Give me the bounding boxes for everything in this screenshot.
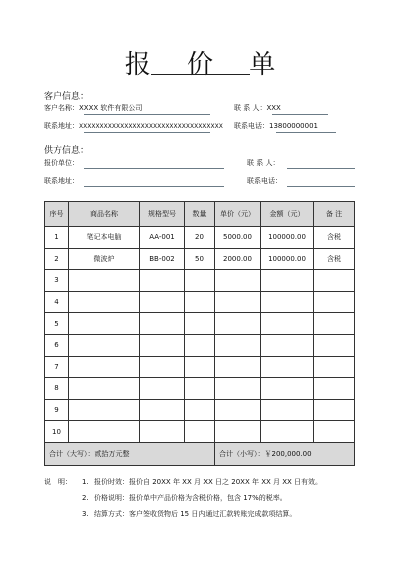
cell-quantity xyxy=(185,270,215,292)
note-item xyxy=(44,510,364,526)
supplier-contact-underline xyxy=(287,168,355,169)
title-underline xyxy=(151,74,250,75)
cell-product xyxy=(69,356,140,378)
cell-index: 9 xyxy=(45,399,69,421)
cell-amount xyxy=(261,421,314,443)
total-lower: 合计（小写）：￥200,000.00 xyxy=(215,442,355,465)
cell-unit-price xyxy=(215,421,261,443)
cell-remark xyxy=(314,334,355,356)
customer-contact-row xyxy=(234,104,281,113)
cell-unit-price: 5000.00 xyxy=(215,227,261,249)
supplier-unit-underline xyxy=(84,168,224,169)
customer-address-underline xyxy=(84,132,210,133)
cell-remark xyxy=(314,399,355,421)
customer-phone-underline xyxy=(276,132,336,133)
cell-model: BB-002 xyxy=(140,248,185,270)
supplier-phone-row xyxy=(247,177,282,186)
supplier-address-underline xyxy=(84,186,224,187)
cell-index: 3 xyxy=(45,270,69,292)
customer-phone-label: 联系电话： xyxy=(234,122,269,130)
cell-unit-price xyxy=(215,291,261,313)
cell-amount xyxy=(261,378,314,400)
cell-quantity: 50 xyxy=(185,248,215,270)
note-number: 2. xyxy=(82,494,89,502)
cell-amount xyxy=(261,270,314,292)
cell-quantity xyxy=(185,334,215,356)
cell-quantity xyxy=(185,291,215,313)
cell-amount xyxy=(261,356,314,378)
cell-remark xyxy=(314,313,355,335)
cell-amount xyxy=(261,313,314,335)
supplier-heading: 供方信息： xyxy=(44,146,90,156)
cell-remark xyxy=(314,291,355,313)
cell-quantity xyxy=(185,421,215,443)
cell-product xyxy=(69,334,140,356)
cell-quantity: 20 xyxy=(185,227,215,249)
cell-index: 7 xyxy=(45,356,69,378)
cell-index: 8 xyxy=(45,378,69,400)
table-row xyxy=(45,356,355,378)
table-row xyxy=(45,313,355,335)
cell-product xyxy=(69,313,140,335)
col-header-remark: 备 注 xyxy=(314,202,355,227)
cell-product xyxy=(69,270,140,292)
supplier-unit-label: 报价单位： xyxy=(44,159,79,167)
customer-name-value: XXXX 软件有限公司 xyxy=(79,104,143,112)
cell-unit-price xyxy=(215,334,261,356)
notes-section xyxy=(44,478,364,526)
cell-index: 4 xyxy=(45,291,69,313)
customer-contact-value: XXX xyxy=(266,104,281,112)
table-row xyxy=(45,334,355,356)
table-row xyxy=(45,378,355,400)
cell-amount xyxy=(261,334,314,356)
cell-unit-price xyxy=(215,270,261,292)
cell-model xyxy=(140,421,185,443)
note-item xyxy=(44,494,364,510)
cell-model xyxy=(140,399,185,421)
customer-address-value: XXXXXXXXXXXXXXXXXXXXXXXXXXXXXXXXXXX xyxy=(79,123,223,130)
col-header-quantity: 数量 xyxy=(185,202,215,227)
cell-amount xyxy=(261,399,314,421)
customer-contact-underline xyxy=(272,114,328,115)
cell-model xyxy=(140,378,185,400)
table-row xyxy=(45,248,355,270)
col-header-amount: 金额（元） xyxy=(261,202,314,227)
col-header-model: 规格型号 xyxy=(140,202,185,227)
cell-unit-price xyxy=(215,356,261,378)
cell-remark xyxy=(314,356,355,378)
cell-unit-price xyxy=(215,399,261,421)
table-row xyxy=(45,399,355,421)
customer-contact-label: 联 系 人： xyxy=(234,104,267,112)
table-row xyxy=(45,270,355,292)
table-header-row xyxy=(45,202,355,227)
cell-product: 笔记本电脑 xyxy=(69,227,140,249)
note-text: 结算方式：客户签收货物后 15 日内通过汇款转账完成款项结算。 xyxy=(94,510,297,518)
customer-name-label: 客户名称： xyxy=(44,104,79,112)
cell-model xyxy=(140,270,185,292)
supplier-phone-label: 联系电话： xyxy=(247,177,282,185)
cell-product xyxy=(69,399,140,421)
supplier-contact-row xyxy=(247,159,279,168)
col-header-product: 商品名称 xyxy=(69,202,140,227)
cell-index: 5 xyxy=(45,313,69,335)
cell-index: 2 xyxy=(45,248,69,270)
cell-amount: 100000.00 xyxy=(261,248,314,270)
note-text: 报价时效：报价自 20XX 年 XX 月 XX 日之 20XX 年 XX 月 XX 日有效。 xyxy=(94,478,323,486)
cell-unit-price: 2000.00 xyxy=(215,248,261,270)
customer-address-label: 联系地址： xyxy=(44,122,79,130)
cell-quantity xyxy=(185,356,215,378)
customer-name-underline xyxy=(84,114,210,115)
cell-product xyxy=(69,378,140,400)
cell-quantity xyxy=(185,313,215,335)
cell-remark xyxy=(314,270,355,292)
table-row xyxy=(45,227,355,249)
table-row xyxy=(45,421,355,443)
cell-model xyxy=(140,313,185,335)
col-header-unit-price: 单价（元） xyxy=(215,202,261,227)
cell-unit-price xyxy=(215,313,261,335)
cell-index: 10 xyxy=(45,421,69,443)
quotation-table xyxy=(44,201,355,466)
note-text: 价格说明：报价单中产品价格为含税价格，包含 17%的税率。 xyxy=(94,494,287,502)
customer-phone-row xyxy=(234,122,318,131)
cell-quantity xyxy=(185,399,215,421)
cell-remark xyxy=(314,378,355,400)
cell-unit-price xyxy=(215,378,261,400)
supplier-address-row xyxy=(44,177,79,186)
cell-index: 6 xyxy=(45,334,69,356)
customer-phone-value: 13800000001 xyxy=(269,122,318,130)
cell-remark: 含税 xyxy=(314,227,355,249)
supplier-unit-row xyxy=(44,159,79,168)
cell-index: 1 xyxy=(45,227,69,249)
table-total-row xyxy=(45,442,355,465)
cell-model xyxy=(140,291,185,313)
cell-remark xyxy=(314,421,355,443)
col-header-index: 序号 xyxy=(45,202,69,227)
cell-product: 微波炉 xyxy=(69,248,140,270)
cell-product xyxy=(69,421,140,443)
total-upper: 合计（大写）：贰拾万元整 xyxy=(45,442,215,465)
customer-name-row xyxy=(44,104,142,113)
cell-amount xyxy=(261,291,314,313)
supplier-phone-underline xyxy=(287,186,355,187)
notes-lead: 说 明： xyxy=(44,478,72,486)
cell-product xyxy=(69,291,140,313)
table-row xyxy=(45,291,355,313)
note-number: 1. xyxy=(82,478,89,486)
customer-address-row xyxy=(44,122,223,131)
cell-model xyxy=(140,356,185,378)
page-title: 报 价 单 xyxy=(124,50,290,80)
note-number: 3. xyxy=(82,510,89,518)
cell-model xyxy=(140,334,185,356)
cell-remark: 含税 xyxy=(314,248,355,270)
supplier-contact-label: 联 系 人： xyxy=(247,159,280,167)
cell-quantity xyxy=(185,378,215,400)
cell-amount: 100000.00 xyxy=(261,227,314,249)
customer-heading: 客户信息： xyxy=(44,92,90,102)
cell-model: AA-001 xyxy=(140,227,185,249)
supplier-address-label: 联系地址： xyxy=(44,177,79,185)
note-item xyxy=(44,478,364,494)
